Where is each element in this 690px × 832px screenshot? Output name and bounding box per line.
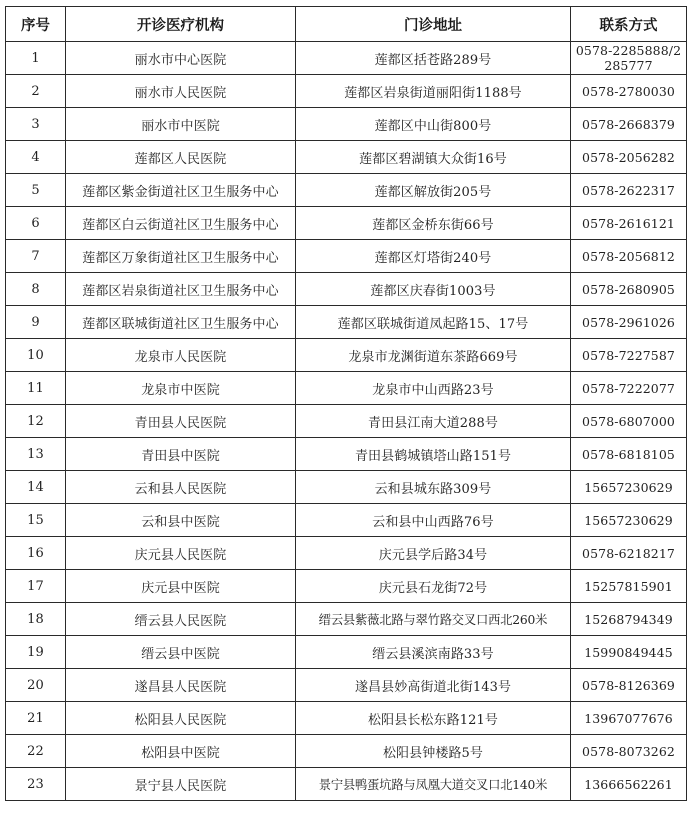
table-row [6,735,687,768]
table-body [6,42,687,801]
cell-index: 22 [6,735,66,768]
table-row [6,669,687,702]
cell-institution: 庆元县中医院 [66,570,296,603]
table-row [6,405,687,438]
cell-address: 莲都区灯塔街240号 [296,240,571,273]
cell-index: 16 [6,537,66,570]
table-row [6,504,687,537]
cell-index: 12 [6,405,66,438]
header-address: 门诊地址 [296,7,571,42]
cell-index: 2 [6,75,66,108]
cell-institution: 莲都区紫金街道社区卫生服务中心 [66,174,296,207]
cell-index: 15 [6,504,66,537]
cell-institution: 莲都区人民医院 [66,141,296,174]
cell-institution: 缙云县中医院 [66,636,296,669]
cell-address: 松阳县钟楼路5号 [296,735,571,768]
cell-contact: 15990849445 [571,636,687,669]
cell-index: 21 [6,702,66,735]
cell-index: 8 [6,273,66,306]
cell-address: 景宁县鸭蛋坑路与凤凰大道交叉口北140米 [296,768,571,801]
table-row [6,339,687,372]
table-header [6,7,687,42]
cell-index: 10 [6,339,66,372]
cell-index: 13 [6,438,66,471]
cell-contact: 0578-6218217 [571,537,687,570]
cell-institution: 松阳县中医院 [66,735,296,768]
cell-institution: 遂昌县人民医院 [66,669,296,702]
cell-contact: 15657230629 [571,471,687,504]
cell-address: 缙云县紫薇北路与翠竹路交叉口西北260米 [296,603,571,636]
table-row [6,42,687,75]
table-row [6,75,687,108]
header-row [6,7,687,42]
cell-index: 4 [6,141,66,174]
cell-contact: 13967077676 [571,702,687,735]
cell-address: 莲都区庆春街1003号 [296,273,571,306]
cell-index: 14 [6,471,66,504]
cell-index: 19 [6,636,66,669]
cell-institution: 景宁县人民医院 [66,768,296,801]
cell-institution: 莲都区岩泉街道社区卫生服务中心 [66,273,296,306]
cell-address: 云和县中山西路76号 [296,504,571,537]
table-row [6,240,687,273]
table-row [6,438,687,471]
cell-institution: 丽水市中心医院 [66,42,296,75]
cell-institution: 缙云县人民医院 [66,603,296,636]
table-row [6,141,687,174]
table-row [6,372,687,405]
table-row [6,273,687,306]
cell-index: 20 [6,669,66,702]
cell-institution: 云和县人民医院 [66,471,296,504]
cell-index: 6 [6,207,66,240]
cell-index: 17 [6,570,66,603]
cell-index: 11 [6,372,66,405]
table-row [6,108,687,141]
cell-address: 庆元县学后路34号 [296,537,571,570]
table-row [6,207,687,240]
cell-address: 龙泉市中山西路23号 [296,372,571,405]
cell-index: 9 [6,306,66,339]
cell-address: 莲都区中山街800号 [296,108,571,141]
cell-address: 莲都区联城街道凤起路15、17号 [296,306,571,339]
table-row [6,570,687,603]
cell-contact: 0578-7222077 [571,372,687,405]
header-index: 序号 [6,7,66,42]
cell-contact: 0578-2056812 [571,240,687,273]
cell-address: 莲都区解放街205号 [296,174,571,207]
cell-address: 庆元县石龙街72号 [296,570,571,603]
header-contact: 联系方式 [571,7,687,42]
cell-index: 18 [6,603,66,636]
cell-contact: 0578-2668379 [571,108,687,141]
cell-contact: 15657230629 [571,504,687,537]
cell-index: 23 [6,768,66,801]
cell-address: 莲都区金桥东街66号 [296,207,571,240]
clinic-table [5,6,687,801]
cell-address: 缙云县溪滨南路33号 [296,636,571,669]
cell-contact: 0578-8126369 [571,669,687,702]
cell-contact: 0578-2285888/2285777 [571,42,687,75]
cell-contact: 0578-8073262 [571,735,687,768]
cell-index: 7 [6,240,66,273]
cell-institution: 莲都区白云街道社区卫生服务中心 [66,207,296,240]
cell-institution: 龙泉市中医院 [66,372,296,405]
cell-address: 云和县城东路309号 [296,471,571,504]
cell-contact: 0578-2622317 [571,174,687,207]
cell-contact: 0578-6807000 [571,405,687,438]
cell-address: 青田县江南大道288号 [296,405,571,438]
cell-address: 莲都区碧湖镇大众街16号 [296,141,571,174]
cell-contact: 15268794349 [571,603,687,636]
cell-institution: 龙泉市人民医院 [66,339,296,372]
cell-institution: 云和县中医院 [66,504,296,537]
cell-index: 5 [6,174,66,207]
cell-institution: 庆元县人民医院 [66,537,296,570]
cell-institution: 松阳县人民医院 [66,702,296,735]
cell-address: 莲都区括苍路289号 [296,42,571,75]
cell-address: 遂昌县妙高街道北街143号 [296,669,571,702]
cell-index: 3 [6,108,66,141]
cell-institution: 青田县人民医院 [66,405,296,438]
table-row [6,636,687,669]
cell-address: 青田县鹤城镇塔山路151号 [296,438,571,471]
cell-address: 龙泉市龙渊街道东茶路669号 [296,339,571,372]
table-row [6,537,687,570]
cell-contact: 0578-7227587 [571,339,687,372]
cell-institution: 丽水市中医院 [66,108,296,141]
table-row [6,702,687,735]
table-row [6,768,687,801]
cell-contact: 15257815901 [571,570,687,603]
table-row [6,603,687,636]
cell-institution: 莲都区万象街道社区卫生服务中心 [66,240,296,273]
cell-institution: 莲都区联城街道社区卫生服务中心 [66,306,296,339]
cell-address: 松阳县长松东路121号 [296,702,571,735]
cell-contact: 13666562261 [571,768,687,801]
cell-institution: 丽水市人民医院 [66,75,296,108]
cell-contact: 0578-6818105 [571,438,687,471]
cell-institution: 青田县中医院 [66,438,296,471]
cell-address: 莲都区岩泉街道丽阳街1188号 [296,75,571,108]
header-institution: 开诊医疗机构 [66,7,296,42]
cell-index: 1 [6,42,66,75]
cell-contact: 0578-2680905 [571,273,687,306]
cell-contact: 0578-2056282 [571,141,687,174]
cell-contact: 0578-2961026 [571,306,687,339]
cell-contact: 0578-2780030 [571,75,687,108]
table-row [6,471,687,504]
table-row [6,306,687,339]
cell-contact: 0578-2616121 [571,207,687,240]
table-row [6,174,687,207]
